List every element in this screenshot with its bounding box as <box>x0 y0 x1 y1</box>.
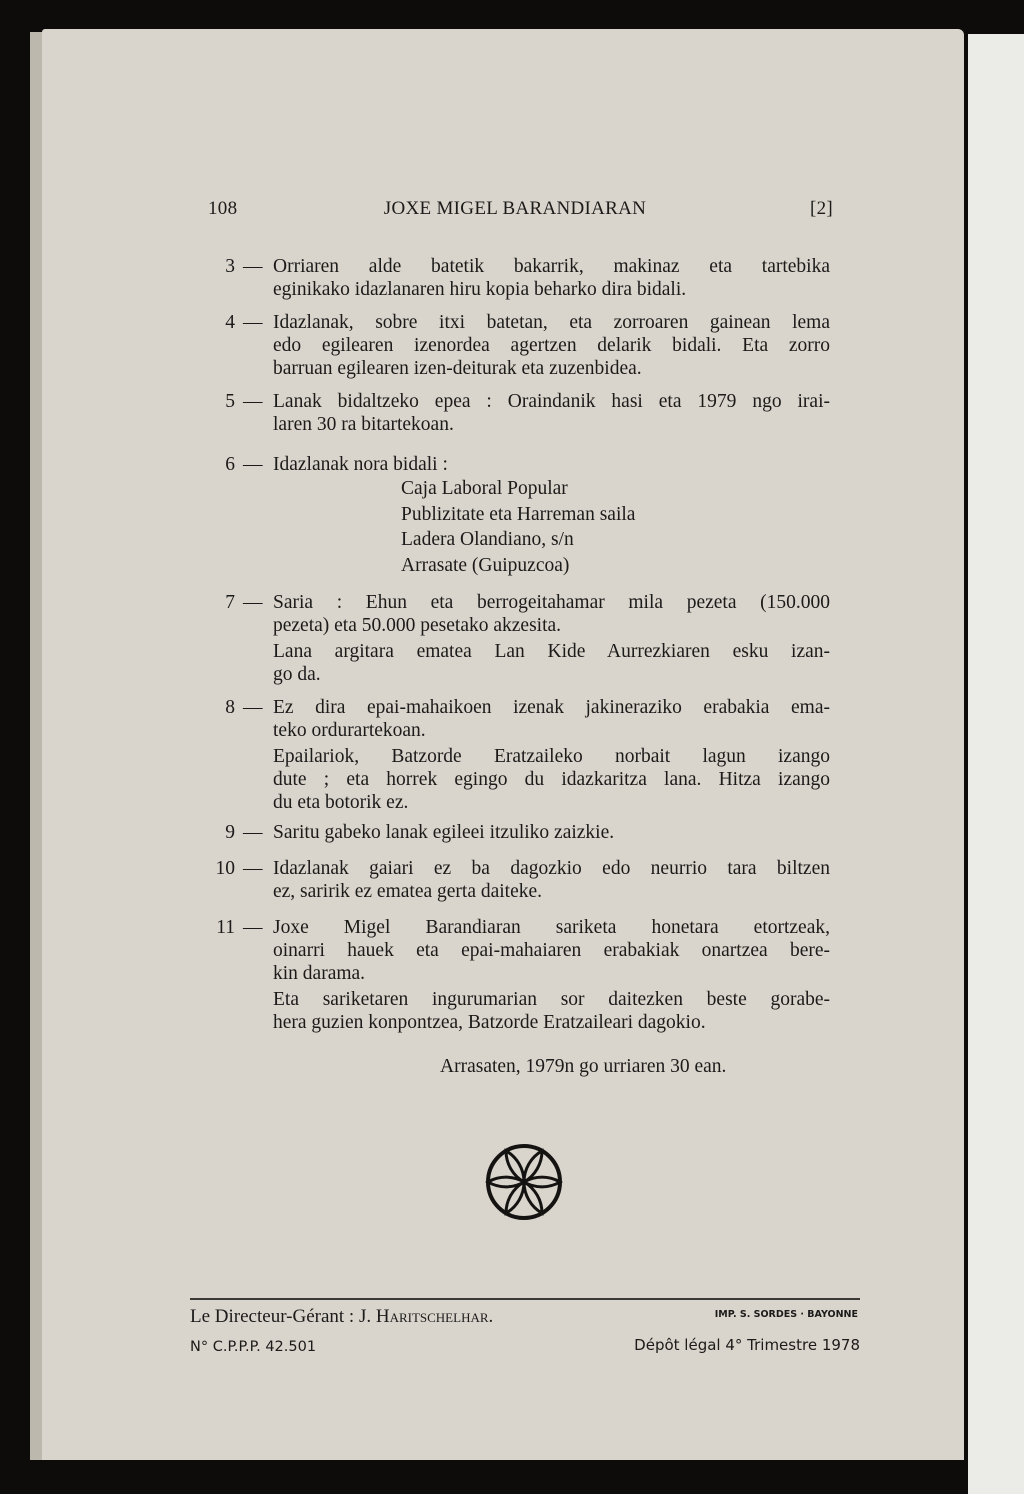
article-4 <box>205 311 830 380</box>
text-line: edo egilearen izenordea agertzen delarik bidali. Eta zorro <box>273 335 830 356</box>
text-line: Joxe Migel Barandiaran sariketa honetara etortzeak, <box>273 917 830 938</box>
article-number: 6 <box>225 454 235 475</box>
article-7 <box>205 591 830 686</box>
article-3 <box>205 255 830 301</box>
postal-address <box>401 476 830 578</box>
article-9 <box>205 821 830 844</box>
legal-deposit: Dépôt légal 4° Trimestre 1978 <box>634 1336 860 1354</box>
dash: — <box>243 312 263 333</box>
text-line: Epailariok, Batzorde Eratzaileko norbait lagun izango <box>273 746 830 767</box>
text-line: pezeta) eta 50.000 pesetako akzesita. <box>273 615 562 636</box>
text-line: kin darama. <box>273 963 366 984</box>
article-number: 8 <box>225 697 235 718</box>
date-line: Arrasaten, 1979n go urriaren 30 ean. <box>440 1056 727 1077</box>
page-number: 108 <box>208 198 238 219</box>
paragraph <box>273 453 830 476</box>
rosette-emblem-icon <box>484 1142 564 1222</box>
text-line: Ez dira epai-mahaikoen izenak jakineraziko erabakia ema- <box>273 697 830 718</box>
address-line: Ladera Olandiano, s/n <box>401 529 574 550</box>
text-line: Idazlanak nora bidali : <box>273 454 448 475</box>
text-line: oinarri hauek eta epai-mahaiaren erabakiak onartzea bere- <box>273 940 830 961</box>
article-number: 4 <box>225 312 235 333</box>
facing-page-edge <box>968 34 1024 1494</box>
paragraph <box>273 821 830 844</box>
text-line: dute ; eta horrek egingo du idazkaritza lana. Hitza izango <box>273 769 830 790</box>
text-line: Idazlanak, sobre itxi batetan, eta zorroaren gainean lema <box>273 312 830 333</box>
section-number: [2] <box>809 198 833 219</box>
article-number: 5 <box>225 391 235 412</box>
text-line: barruan egilearen izen-deiturak eta zuzenbidea. <box>273 358 642 379</box>
paragraph <box>273 255 830 301</box>
text-line: ez, saririk ez ematea gerta daiteke. <box>273 881 543 902</box>
dash: — <box>243 917 263 938</box>
article-number: 3 <box>225 256 235 277</box>
text-line: hera guzien konpontzea, Batzorde Eratzaileari dagokio. <box>273 1012 706 1033</box>
text-line: Saria : Ehun eta berrogeitahamar mila pezeta (150.000 <box>273 592 830 613</box>
article-8 <box>205 696 830 814</box>
text-line: Lana argitara ematea Lan Kide Aurrezkiaren esku izan- <box>273 641 830 662</box>
paragraph <box>273 591 830 637</box>
text-line: laren 30 ra bitartekoan. <box>273 414 454 435</box>
article-number: 10 <box>215 858 235 879</box>
paragraph <box>273 916 830 985</box>
article-5 <box>205 390 830 436</box>
paragraph <box>273 696 830 742</box>
article-11 <box>205 916 830 1034</box>
dash: — <box>243 256 263 277</box>
dash: — <box>243 391 263 412</box>
footer-divider <box>190 1298 860 1300</box>
dash: — <box>243 858 263 879</box>
director-name: Haritschelhar. <box>375 1306 494 1327</box>
article-number: 9 <box>225 822 235 843</box>
running-title: JOXE MIGEL BARANDIARAN <box>383 198 647 219</box>
address-line: Arrasate (Guipuzcoa) <box>401 554 570 576</box>
dash: — <box>243 592 263 613</box>
paragraph <box>273 640 830 686</box>
paragraph <box>273 745 830 814</box>
text-line: Saritu gabeko lanak egileei itzuliko zaizkie. <box>273 822 615 843</box>
paragraph <box>273 988 830 1034</box>
article-6 <box>205 453 830 578</box>
director-label: Le Directeur-Gérant : J. <box>190 1306 376 1327</box>
article-number: 7 <box>225 592 235 613</box>
paragraph <box>273 857 830 903</box>
dash: — <box>243 454 263 475</box>
text-line: teko ordurartekoan. <box>273 720 426 741</box>
text-line: Idazlanak gaiari ez ba dagozkio edo neurrio tara biltzen <box>273 858 830 879</box>
address-line: Publizitate eta Harreman saila <box>401 503 636 525</box>
paragraph <box>273 390 830 436</box>
dash: — <box>243 822 263 843</box>
printer-credit: IMP. S. SORDES · BAYONNE <box>714 1309 858 1320</box>
address-line: Caja Laboral Popular <box>401 478 568 499</box>
cppp-number: N° C.P.P.P. 42.501 <box>190 1339 317 1355</box>
article-number: 11 <box>216 917 235 938</box>
text-line: Eta sariketaren ingurumarian sor daitezken beste gorabe- <box>273 989 830 1010</box>
director-line <box>190 1306 493 1328</box>
article-10 <box>205 857 830 903</box>
text-line: eginikako idazlanaren hiru kopia beharko dira bidali. <box>273 279 687 300</box>
text-line: go da. <box>273 664 321 685</box>
dash: — <box>243 697 263 718</box>
text-line: Lanak bidaltzeko epea : Oraindanik hasi eta 1979 ngo irai- <box>273 391 830 412</box>
text-line: Orriaren alde batetik bakarrik, makinaz eta tartebika <box>273 256 830 277</box>
paragraph <box>273 311 830 380</box>
text-line: du eta botorik ez. <box>273 792 409 813</box>
